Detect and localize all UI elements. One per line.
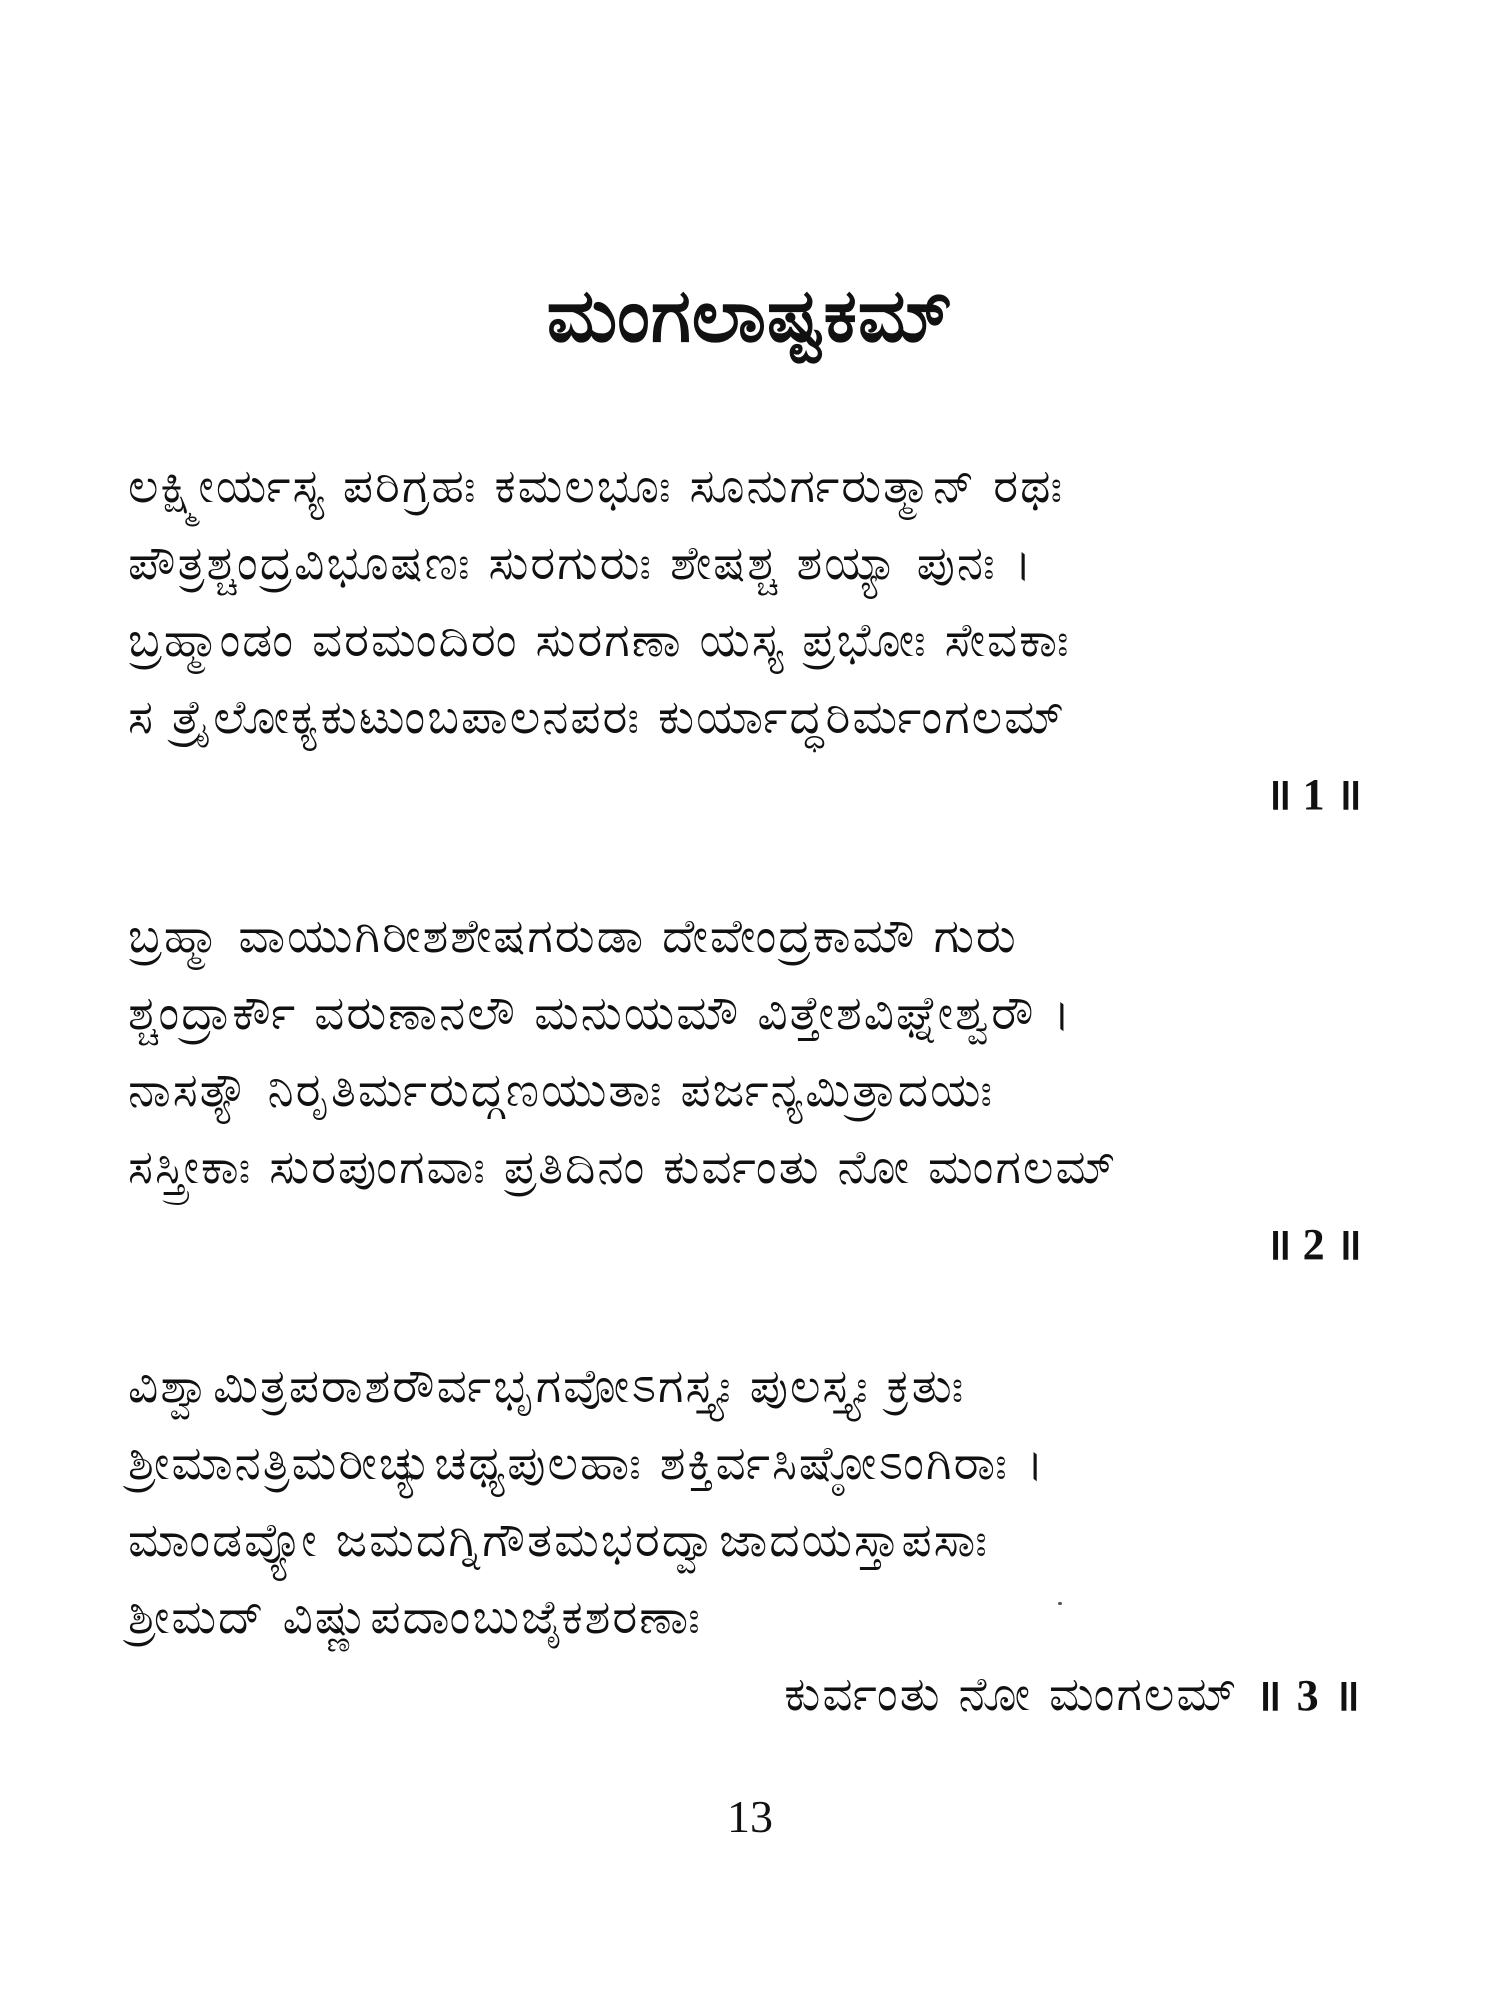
verse-line: ಶ್ರೀಮಾನತ್ರಿಮರೀಚ್ಯುಚಥ್ಯಪುಲಹಾಃ ಶಕ್ತಿರ್ವಸಿಷ್ಠೋಽಂಗಿರಾಃ ।: [128, 1436, 1046, 1491]
verse-3: [128, 1348, 1378, 1734]
verse-line: ಶ್ಚಂದ್ರಾರ್ಕೌ ವರುಣಾನಲೌ ಮನುಯಮೌ ವಿತ್ತೇಶವಿಘ್ನೇಶ್ವರೌ ।: [128, 986, 1073, 1041]
verse-number: ॥ 1 ॥: [1265, 770, 1362, 819]
verse-line: ಶ್ರೀಮದ್ ವಿಷ್ಣುಪದಾಂಬುಜೈಕಶರಣಾಃ: [128, 1590, 702, 1645]
page-number: 13: [727, 1791, 773, 1842]
verse-closing-text: ಕುರ್ವಂತು ನೋ ಮಂಗಲಮ್: [784, 1667, 1239, 1722]
verse-line: ಮಾಂಡವ್ಯೋ ಜಮದಗ್ನಿಗೌತಮಭರದ್ವಾಜಾದಯಸ್ತಾಪಸಾಃ: [128, 1513, 989, 1568]
verse-line: ಬ್ರಹ್ಮಾಂಡಂ ವರಮಂದಿರಂ ಸುರಗಣಾ ಯಸ್ಯ ಪ್ರಭೋಃ ಸೇವಕಾಃ: [128, 613, 1071, 668]
verse-line: ನಾಸತ್ಯೌ ನಿರೃತಿರ್ಮರುದ್ಗಣಯುತಾಃ ಪರ್ಜನ್ಯಮಿತ್ರಾದಯಃ: [128, 1063, 995, 1118]
verse-number: ॥ 2 ॥: [1265, 1220, 1362, 1269]
verse-1: [128, 448, 1378, 833]
verse-line: ಲಕ್ಷ್ಮೀರ್ಯಸ್ಯ ಪರಿಗ್ರಹಃ ಕಮಲಭೂಃ ಸೂನುರ್ಗರುತ್ಮಾನ್ ರಥಃ: [128, 459, 1065, 514]
verse-line: ಬ್ರಹ್ಮಾ ವಾಯುಗಿರೀಶಶೇಷಗರುಡಾ ದೇವೇಂದ್ರಕಾಮೌ ಗುರು: [128, 909, 1018, 964]
verse-2: [128, 898, 1378, 1283]
verse-line: ವಿಶ್ವಾಮಿತ್ರಪರಾಶರೌರ್ವಭೃಗವೋಽಗಸ್ತ್ಯಃ ಪುಲಸ್ತ್ಯಃ ಕ್ರತುಃ: [128, 1359, 966, 1414]
print-speck: [1058, 1602, 1062, 1605]
page-title: ಮಂಗಲಾಷ್ಟಕಮ್: [546, 273, 954, 359]
verse-line: ಪೌತ್ರಶ್ಚಂದ್ರವಿಭೂಷಣಃ ಸುರಗುರುಃ ಶೇಷಶ್ಚ ಶಯ್ಯಾ ಪುನಃ ।: [128, 536, 1034, 591]
verse-line: ಸಸ್ತ್ರೀಕಾಃ ಸುರಪುಂಗವಾಃ ಪ್ರತಿದಿನಂ ಕುರ್ವಂತು ನೋ ಮಂಗಲಮ್: [128, 1140, 1118, 1195]
verse-line: ಸ ತ್ರೈಲೋಕ್ಯಕುಟುಂಬಪಾಲನಪರಃ ಕುರ್ಯಾದ್ಧರಿರ್ಮಂಗಲಮ್: [128, 690, 1067, 745]
verse-number: ॥ 3 ॥: [1255, 1671, 1362, 1720]
verse-closing-line: [128, 1656, 1378, 1734]
